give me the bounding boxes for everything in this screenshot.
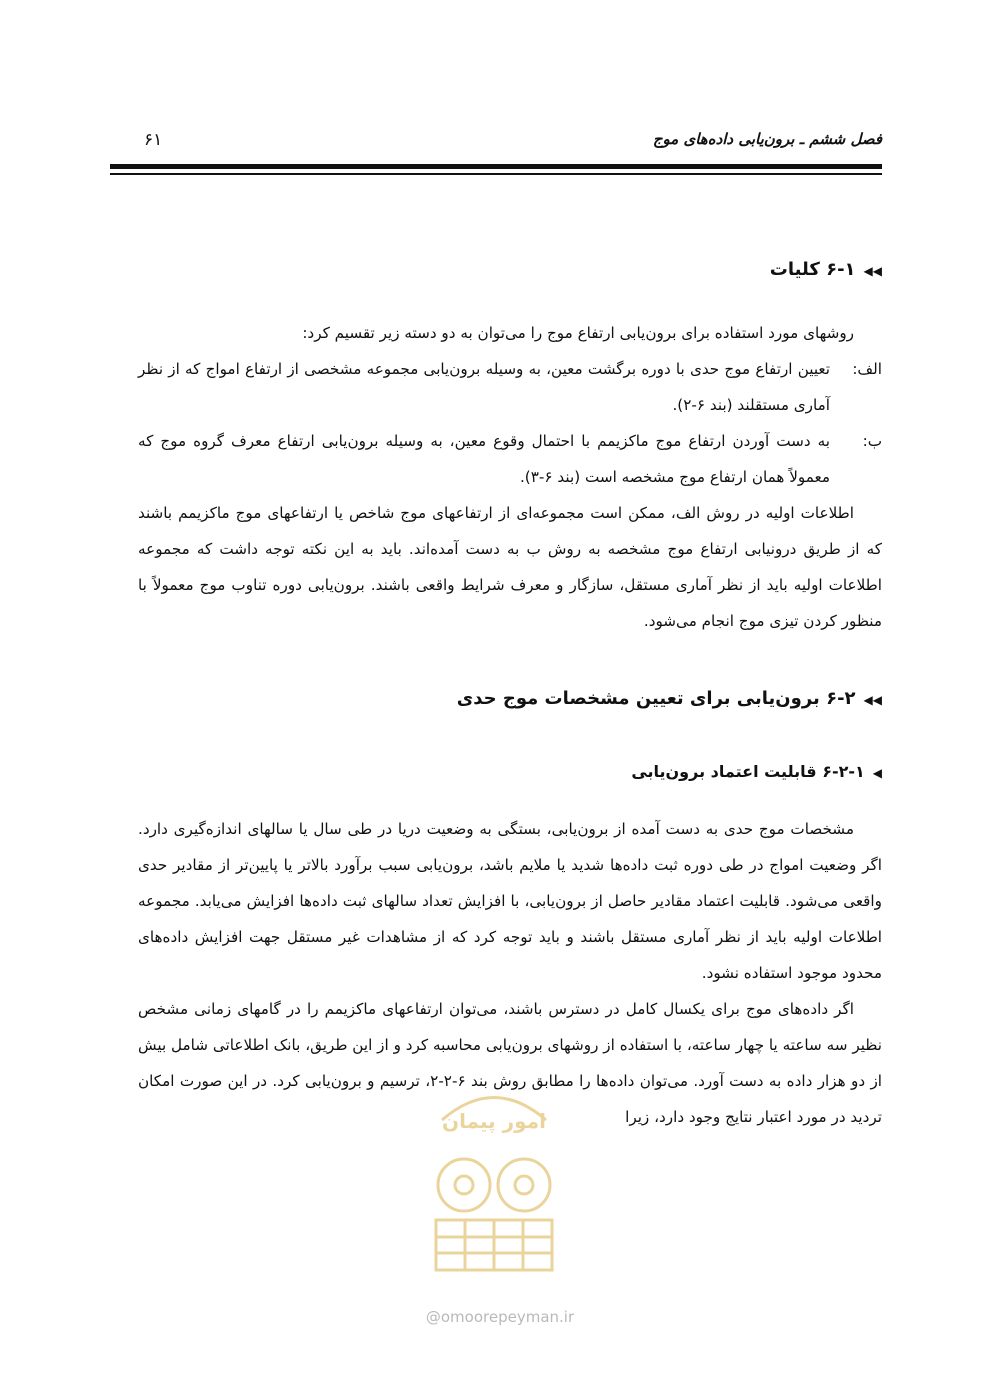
body-paragraph: اگر داده‌های موج برای یکسال کامل در دسترس باشند، می‌توان ارتفاعهای ماکزیمم را در گامهای زمانی مشخص نظیر سه ساعته یا چهار ساعته، با استفاده از روشهای برون‌یابی محاسبه کرد و از این طریق، بانک اطلاعاتی شامل بیش از دو هزار داده به دست آورد. می‌توان داده‌ها را مطابق روش بند ۶-۲-۲، ترسیم و برون‌یابی کرد. در این صورت امکان تردید در مورد اعتبار نتایج وجود دارد، زیرا: [138, 1000, 883, 1126]
section-heading-6-1: [138, 252, 882, 289]
subsection-heading-text: ۶-۲-۱ قابلیت اعتماد برون‌یابی: [631, 762, 865, 781]
page-number: ۶۱: [144, 130, 163, 150]
header-rule-thin: [110, 173, 882, 175]
body-paragraph: اطلاعات اولیه در روش الف، ممکن است مجموعه‌ای از ارتفاعهای موج شاخص یا ارتفاعهای موج ماکزیمم باشند که از طریق درونیابی ارتفاع موج مشخصه به روش ب به دست آمده‌اند. باید به این نکته توجه داشت که مجموعه اطلاعات اولیه باید از نظر آماری مستقل، سازگار و معرف شرایط واقعی باشند. برون‌یابی دوره تناوب موج معمولاً با منظور کردن تیزی موج انجام می‌شود.: [138, 504, 882, 630]
subsection-heading-6-2-1: [138, 754, 882, 791]
body-content: [138, 252, 882, 1135]
intro-paragraph: روشهای مورد استفاده برای برون‌یابی ارتفاع موج را می‌توان به دو دسته زیر تقسیم کرد:: [302, 324, 854, 342]
list-item-a: [138, 351, 882, 423]
body-paragraph: مشخصات موج حدی به دست آمده از برون‌یابی، بستگی به وضعیت دریا در طی سال یا سالهای اندازه‌گیری دارد. اگر وضعیت امواج در طی دوره ثبت داده‌ها شدید یا ملایم باشد، برون‌یابی سبب برآورد بالاتر یا پایین‌تر از مقادیر حدی واقعی می‌شود. قابلیت اعتماد مقادیر حاصل از برون‌یابی، با افزایش تعداد سالهای ثبت داده‌ها افزایش می‌یابد. مجموعه اطلاعات اولیه باید از نظر آماری مستقل باشند و باید توجه کرد که از مشاهدات غیر مستقل جهت افزایش داده‌های محدود موجود استفاده نشود.: [138, 820, 882, 982]
arrow-icon: ◀: [872, 766, 882, 780]
list-item-b: [138, 423, 882, 495]
watermark-logo-text: امور پیمان: [442, 1109, 546, 1133]
section-heading-6-2: [138, 681, 882, 718]
header-rule-thick: [110, 164, 882, 169]
list-item-text: تعیین ارتفاع موج حدی با دوره برگشت معین، به وسیله برون‌یابی مجموعه مشخصی از ارتفاع امواج که از نظر آماری مستقلند (بند ۶-۲).: [138, 360, 830, 414]
double-arrow-icon: ◀◀: [863, 264, 882, 278]
section-heading-text: ۶-۱ کلیات: [769, 259, 856, 280]
list-item-text: به دست آوردن ارتفاع موج ماکزیمم با احتمال وقوع معین، به وسیله برون‌یابی ارتفاع معرف گروه موج که معمولاً همان ارتفاع موج مشخصه است (بند ۶-۳).: [138, 432, 830, 486]
list-item-label: الف:: [852, 360, 882, 378]
section-heading-text: ۶-۲ برون‌یابی برای تعیین مشخصات موج حدی: [456, 688, 856, 709]
watermark-site-text: @omoorepeyman.ir: [425, 1308, 575, 1326]
list-item-label: ب:: [862, 432, 882, 450]
running-header-title: فصل ششم ـ برون‌یابی داده‌های موج: [652, 130, 882, 148]
double-arrow-icon: ◀◀: [863, 693, 882, 707]
